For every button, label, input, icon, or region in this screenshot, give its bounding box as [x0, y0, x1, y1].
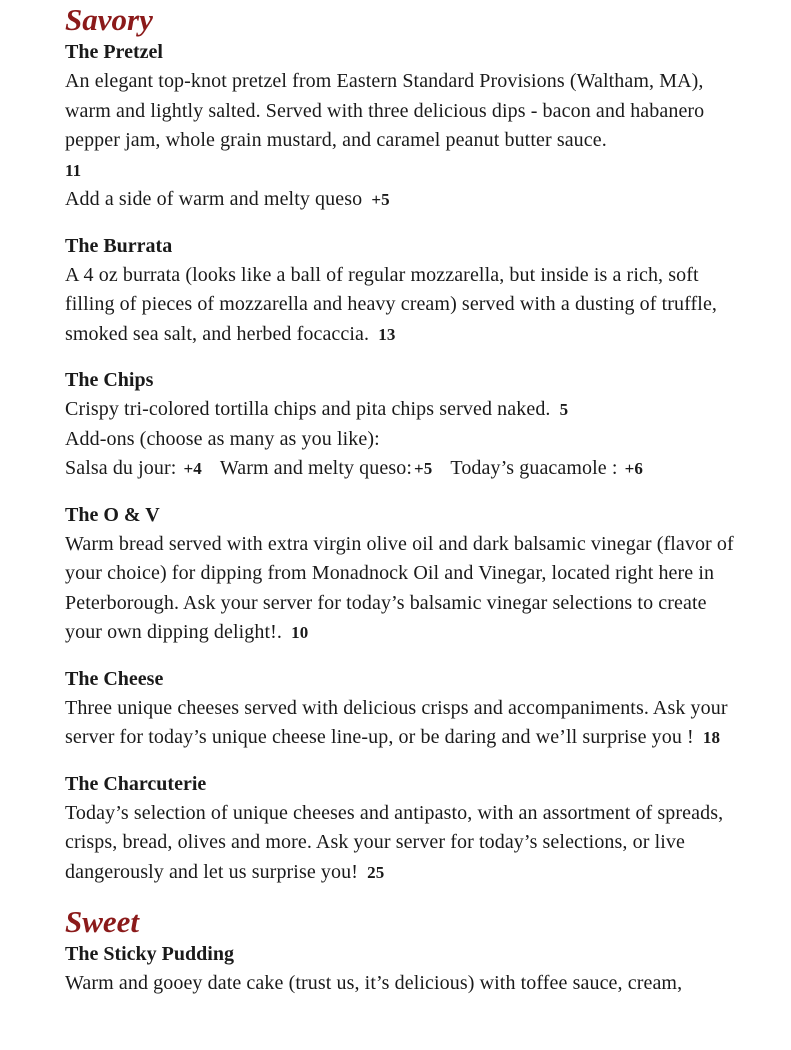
menu-item-pretzel — [65, 38, 737, 215]
menu-page — [65, 0, 737, 1016]
item-name: The Cheese — [65, 667, 164, 690]
addon-queso — [220, 457, 433, 479]
item-description — [65, 799, 737, 888]
addon-guacamole — [450, 457, 643, 479]
item-description: Warm and gooey date cake (trust us, it’s delicious) with toffee sauce, cream, — [65, 972, 683, 994]
item-price: 5 — [559, 400, 569, 419]
section-title-sweet: Sweet — [65, 904, 140, 939]
item-extra-text: Add a side of warm and melty queso — [65, 188, 363, 210]
addon-label: Warm and melty queso: — [219, 457, 413, 479]
addon-price: +5 — [414, 459, 433, 478]
section-title-savory: Savory — [65, 2, 153, 37]
item-price: 10 — [291, 623, 309, 642]
menu-item-chips — [65, 366, 737, 484]
item-description — [65, 395, 737, 425]
addon-price: +4 — [183, 459, 202, 478]
item-description-text: An elegant top-knot pretzel from Eastern Standard Provisions (Waltham, MA), warm and lightly salted. Served with three delicious dips - bacon and habanero pepper jam, whole grain mustard, and caramel peanut butter sauce. — [65, 70, 705, 151]
item-description-text: Three unique cheeses served with delicious crisps and accompaniments. Ask your server for today’s unique cheese line-up, or be daring and we’ll surprise you ! — [65, 696, 728, 748]
item-price: 13 — [378, 324, 396, 344]
item-price: 11 — [65, 160, 82, 180]
addons-intro: Add-ons (choose as many as you like): — [65, 427, 380, 450]
addon-label: Salsa du jour: — [65, 457, 177, 479]
addons-list — [65, 454, 737, 484]
item-description — [65, 67, 737, 185]
item-description — [65, 694, 737, 753]
item-price: 18 — [702, 728, 721, 747]
addon-price: +6 — [624, 459, 644, 478]
item-description-text: Today’s selection of unique cheeses and antipasto, with an assortment of spreads, crisps, bread, olives and more. Ask your server for today’s selections, or live dangerously and let us surprise you! — [65, 801, 724, 883]
item-name: The O & V — [65, 503, 160, 526]
menu-item-o-and-v — [65, 501, 737, 648]
item-extra-price: +5 — [371, 190, 390, 209]
item-name: The Burrata — [65, 234, 173, 257]
item-description-text: A 4 oz burrata (looks like a ball of regular mozzarella, but inside is a rich, soft filling of pieces of mozzarella and heavy cream) served with a dusting of truffle, smoked sea salt, and herbed focaccia. — [65, 263, 718, 345]
item-name: The Charcuterie — [65, 772, 207, 795]
addon-label: Today’s guacamole : — [450, 457, 618, 479]
menu-item-charcuterie — [65, 770, 737, 888]
item-name: The Sticky Pudding — [65, 943, 234, 965]
menu-item-burrata — [65, 232, 737, 350]
item-price: 25 — [367, 862, 385, 882]
item-description — [65, 530, 737, 648]
item-description — [65, 261, 737, 350]
menu-item-cheese — [65, 665, 737, 753]
item-description-text: Warm bread served with extra virgin olive oil and dark balsamic vinegar (flavor of your choice) for dipping from Monadnock Oil and Vinegar, located right here in Peterborough. Ask your server for today’s balsamic vinegar selections to create your own dipping delight!. — [65, 532, 734, 643]
item-name: The Pretzel — [65, 41, 163, 63]
item-description-text: Crispy tri-colored tortilla chips and pita chips served naked. — [65, 398, 551, 420]
item-name: The Chips — [65, 369, 154, 391]
item-extra — [65, 185, 737, 215]
menu-item-sticky-pudding — [65, 940, 737, 999]
addon-salsa — [65, 457, 202, 479]
